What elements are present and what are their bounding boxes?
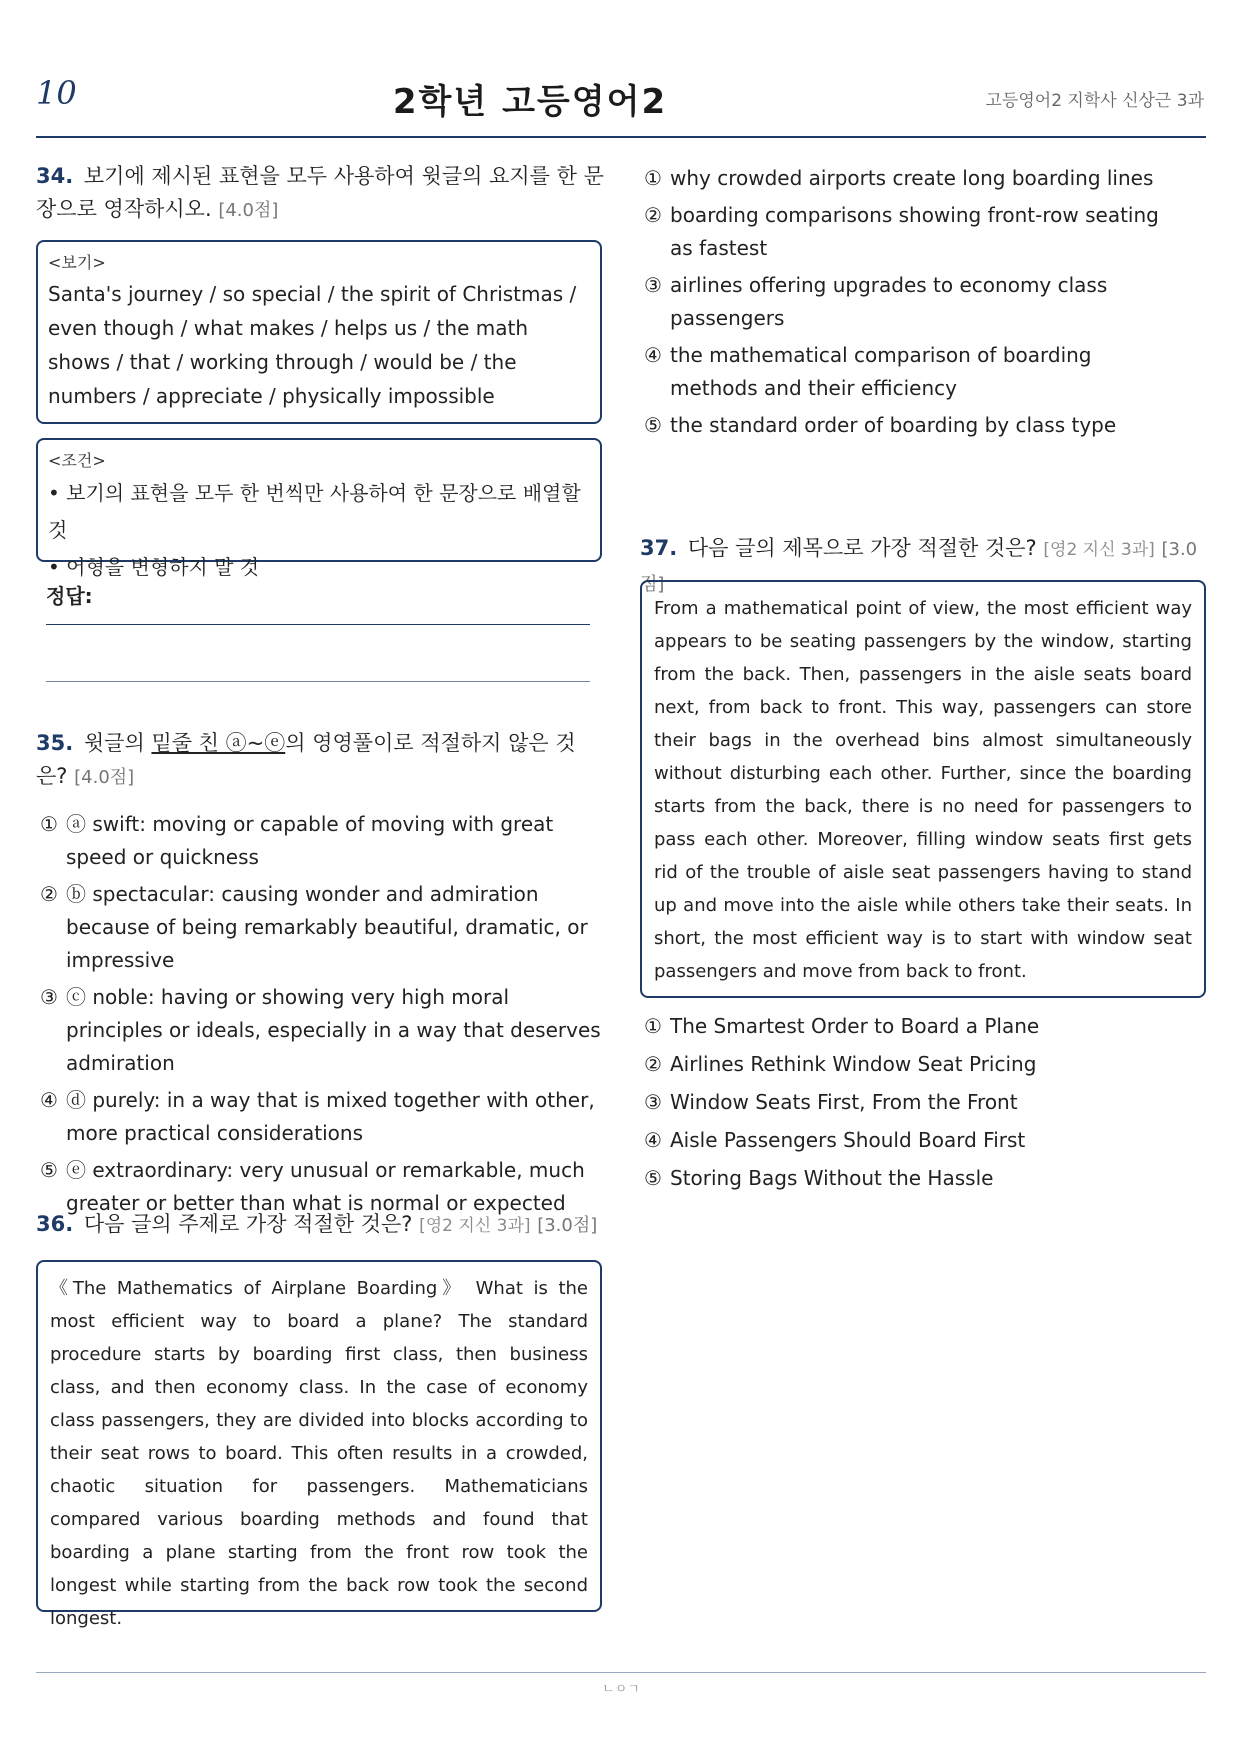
subject-label: 고등영어2 지학사 신상근 3과 [985,91,1204,111]
option-text: Window Seats First, From the Front [670,1090,1018,1114]
q34-prompt: 보기에 제시된 표현을 모두 사용하여 윗글의 요지를 한 문장으로 영작하시오. [36,164,604,221]
q37-option-2[interactable] [644,1048,1182,1081]
option-text: ⓔ extraordinary: very unusual or remarkable, much greater or better than what is normal or expected [66,1158,585,1215]
q36-options [644,162,1182,446]
option-text: ⓑ spectacular: causing wonder and admiration because of being remarkably beautiful, dramatic, or impressive [66,882,588,972]
footer-divider [36,1672,1206,1673]
option-number: ⑤ [40,1158,58,1182]
q35-prompt-after: 의 영영풀이로 적절하지 않은 것은? [36,731,576,788]
q37-option-4[interactable] [644,1124,1182,1157]
q35-option-4[interactable] [40,1084,606,1150]
q36-option-1[interactable] [644,162,1182,195]
document-title [0,74,1060,123]
q37-passage: From a mathematical point of view, the most efficient way appears to be seating passengers by the window, starting from the back. Then, passengers in the aisle seats board next, from back to front. This way, passengers can store their bags in the overhead bins almost simultaneously without disturbing each other. Further, since the boarding starts from the back, there is no need for passengers to pass each other. Moreover, filling window seats first gets rid of the trouble of aisle seat passengers having to stand up and move into the aisle while others take their seats. In short, the most efficient way is to start with window seat passengers and move from back to front. [654,598,1192,982]
option-number: ③ [644,273,662,297]
option-text: ⓒ noble: having or showing very high moral principles or ideals, especially in a way that deserves admiration [66,985,601,1075]
q36-option-5[interactable] [644,409,1182,442]
q34-bogi-label: <보기> [48,253,106,272]
q34-bogi-box [36,240,602,424]
q36-points: [3.0점] [537,1215,598,1236]
option-number: ③ [40,985,58,1009]
q35-options [40,808,606,1224]
q37-points: [3.0점] [640,539,1198,595]
q37-prompt: 다음 글의 제목으로 가장 적절한 것은? [687,536,1037,560]
q36-tag: [영2 지신 3과] [419,1216,531,1236]
q35-option-2[interactable] [40,878,606,977]
option-number: ⑤ [644,413,662,437]
option-text: why crowded airports create long boarding lines [670,166,1154,190]
q34-condition-box [36,438,602,579]
q34-points: [4.0점] [218,200,279,221]
option-number: ② [644,203,662,227]
q36-heading [36,1208,616,1243]
option-text: Airlines Rethink Window Seat Pricing [670,1052,1037,1076]
option-text: ⓐ swift: moving or capable of moving with great speed or quickness [66,812,554,869]
q35-points: [4.0점] [74,767,135,788]
q37-option-3[interactable] [644,1086,1182,1119]
q35-number: 35. [36,731,74,755]
page-number: 10 [36,74,77,112]
q36-passage: 《The Mathematics of Airplane Boarding》 What is the most efficient way to board a plane? The standard procedure starts by boarding first class, then business class, and then economy class. In the case of economy class passengers, they are divided into blocks according to their seat rows to board. This often results in a crowded, chaotic situation for passengers. Mathematicians compared various boarding methods and found that boarding a plane starting from the front row took the longest while starting from the back row took the second longest. [50,1278,588,1629]
q34-number: 34. [36,164,74,188]
option-text: Aisle Passengers Should Board First [670,1128,1026,1152]
q36-prompt: 다음 글의 주제로 가장 적절한 것은? [83,1212,413,1236]
q36-number: 36. [36,1212,74,1236]
q37-option-5[interactable] [644,1162,1182,1195]
option-text: the standard order of boarding by class type [670,413,1117,437]
option-number: ② [40,882,58,906]
q35-prompt-before: 윗글의 [83,731,152,755]
q37-options [644,1010,1182,1200]
option-text: airlines offering upgrades to economy class passengers [670,273,1108,330]
q37-option-1[interactable] [644,1010,1182,1043]
option-text: boarding comparisons showing front-row seating as fastest [670,203,1159,260]
q34-condition-label: <조건> [48,451,106,470]
q34-condition-1: • 보기의 표현을 모두 한 번씩만 사용하여 한 문장으로 배열할 것 [48,481,581,542]
q35-heading [36,727,606,794]
q35-option-1[interactable] [40,808,606,874]
option-number: ③ [644,1090,662,1114]
option-number: ① [40,812,58,836]
q34-answer-line-1[interactable] [46,624,590,625]
option-text: the mathematical comparison of boarding methods and their efficiency [670,343,1092,400]
footer-text: ㄴㅇㄱ [602,1682,640,1697]
q36-option-2[interactable] [644,199,1182,265]
q37-number: 37. [640,536,678,560]
q36-passage-box [36,1260,602,1629]
option-number: ④ [40,1088,58,1112]
q37-tag: [영2 지신 3과] [1043,540,1155,560]
q35-option-3[interactable] [40,981,606,1080]
option-number: ① [644,166,662,190]
option-number: ④ [644,343,662,367]
header-divider [36,136,1206,138]
q36-option-3[interactable] [644,269,1182,335]
option-text: Storing Bags Without the Hassle [670,1166,994,1190]
option-number: ⑤ [644,1166,662,1190]
q34-answer-label: 정답: [46,584,93,608]
q34-bogi-text: Santa's journey / so special / the spirit of Christmas / even though / what makes / helps us / the math shows / that / working through / would be / the numbers / appreciate / physically impossible [48,282,577,408]
option-text: ⓓ purely: in a way that is mixed together with other, more practical considerations [66,1088,595,1145]
option-number: ② [644,1052,662,1076]
option-text: The Smartest Order to Board a Plane [670,1014,1040,1038]
q34-answer-line-2[interactable] [46,681,590,682]
q35-prompt-underlined: 밑줄 친 ⓐ~ⓔ [151,731,286,755]
q34-condition-2: • 어형을 변형하지 말 것 [48,555,260,579]
q37-passage-box [640,580,1206,998]
document-title-text: 2학년 고등영어2 [392,82,668,122]
option-number: ④ [644,1128,662,1152]
q34-heading [36,160,606,227]
option-number: ① [644,1014,662,1038]
q36-option-4[interactable] [644,339,1182,405]
